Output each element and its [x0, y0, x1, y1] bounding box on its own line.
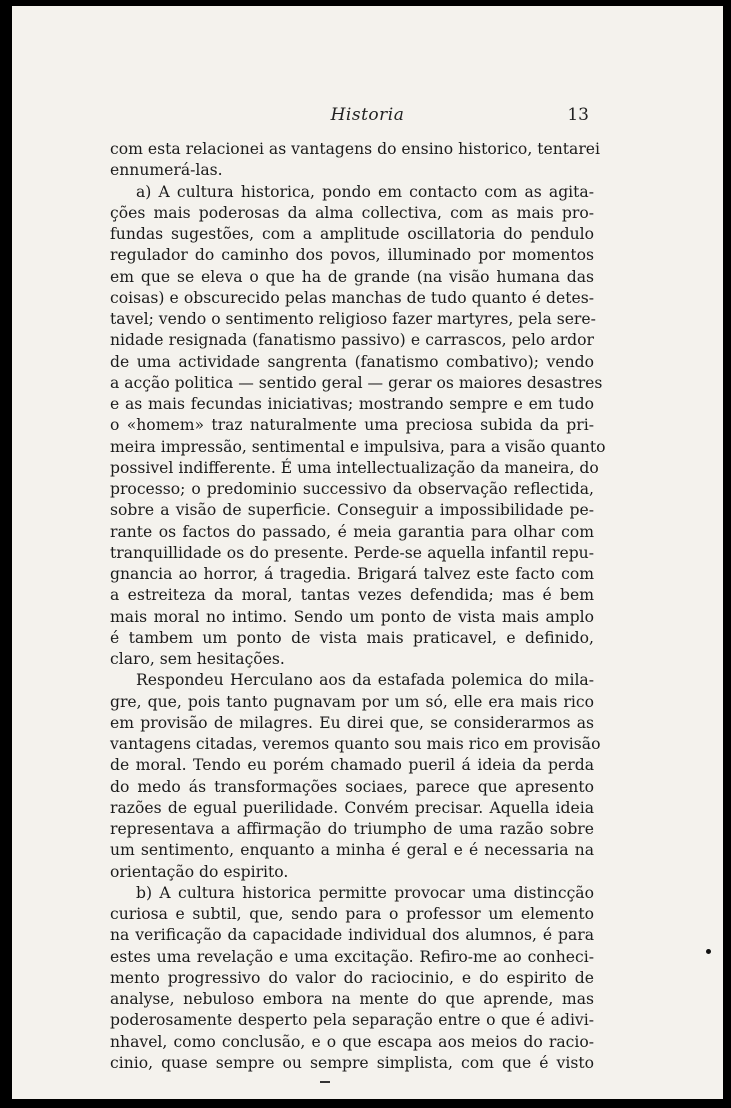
text-line: rante os factos do passado, é meia garantia para olhar com: [110, 522, 594, 541]
text-line: processo; o predominio successivo da observação reflectida,: [110, 480, 594, 498]
running-title: Historia: [330, 105, 405, 125]
page-header: [12, 105, 723, 129]
text-line: com esta relacionei as vantagens do ensino historico, tentarei: [110, 140, 601, 158]
text-line: tranquillidade os do presente. Perde-se aquella infantil repu-: [110, 543, 594, 562]
text-line: gre, que, pois tanto pugnavam por um só, elle era mais rico: [110, 692, 594, 711]
text-line: a acção politica — sentido geral — gerar os maiores desastres: [110, 373, 603, 392]
text-line: em provisão de milagres. Eu direi que, se considerarmos as: [110, 713, 594, 732]
text-line: analyse, nebuloso embora na mente do que aprende, mas: [110, 990, 594, 1008]
text-line: de moral. Tendo eu porém chamado pueril á ideia da perda: [110, 756, 594, 775]
book-page: [12, 6, 723, 1099]
text-line: vantagens citadas, veremos quanto sou mais rico em provisão: [110, 735, 601, 753]
text-line: em que se eleva o que ha de grande (na visão humana das: [110, 267, 594, 286]
text-line: curiosa e subtil, que, sendo para o professor um elemento: [110, 905, 594, 923]
text-line: gnancia ao horror, á tragedia. Brigará talvez este facto com: [110, 565, 594, 583]
body-text: [110, 139, 606, 1074]
text-line: representava a affirmação do triumpho de uma razão sobre: [110, 820, 594, 838]
text-line: poderosamente desperto pela separação entre o que é adivi-: [110, 1011, 594, 1030]
text-line: estes uma revelação e uma excitação. Refiro-me ao conheci-: [110, 947, 594, 966]
text-line: um sentimento, enquanto a minha é geral e é necessaria na: [110, 841, 594, 860]
text-line: ções mais poderosas da alma collectiva, com as mais pro-: [110, 203, 594, 222]
text-line: orientação do espirito.: [110, 862, 289, 881]
text-line: é tambem um ponto de vista mais praticavel, e definido,: [110, 628, 594, 647]
text-line: a) A cultura historica, pondo em contacto com as agita-: [136, 182, 594, 201]
text-line: fundas sugestões, com a amplitude oscillatoria do pendulo: [110, 225, 594, 243]
ink-speck: [706, 949, 711, 954]
text-line: regulador do caminho dos povos, illuminado por momentos: [110, 246, 594, 265]
ink-mark: [320, 1081, 330, 1083]
text-line: mento progressivo do valor do raciocinio, e do espirito de: [110, 968, 594, 987]
text-line: cinio, quase sempre ou sempre simplista, com que é visto: [110, 1053, 594, 1072]
text-line: nhavel, como conclusão, e o que escapa aos meios do racio-: [110, 1032, 594, 1051]
text-line: o «homem» traz naturalmente uma preciosa subida da pri-: [110, 416, 594, 435]
text-line: e as mais fecundas iniciativas; mostrando sempre e em tudo: [110, 395, 594, 413]
text-line: ennumerá-las.: [110, 161, 223, 180]
text-line: tavel; vendo o sentimento religioso fazer martyres, pela sere-: [110, 310, 596, 328]
text-line: de uma actividade sangrenta (fanatismo combativo); vendo: [110, 352, 594, 371]
text-line: meira impressão, sentimental e impulsiva, para a visão quanto: [110, 437, 606, 456]
text-line: coisas) e obscurecido pelas manchas de tudo quanto é detes-: [110, 288, 594, 307]
text-line: razões de egual puerilidade. Convém precisar. Aquella ideia: [110, 798, 594, 817]
text-line: a estreiteza da moral, tantas vezes defendida; mas é bem: [110, 586, 594, 605]
text-line: possivel indifferente. É uma intellectualização da maneira, do: [110, 458, 599, 477]
text-line: Respondeu Herculano aos da estafada polemica do mila-: [136, 671, 594, 690]
text-line: sobre a visão de superficie. Conseguir a impossibilidade pe-: [110, 501, 594, 520]
text-line: na verificação da capacidade individual dos alumnos, é para: [110, 926, 594, 945]
text-line: do medo ás transformações sociaes, parece que apresento: [110, 777, 594, 796]
text-line: b) A cultura historica permitte provocar uma distincção: [136, 883, 594, 902]
text-line: claro, sem hesitações.: [110, 650, 285, 668]
text-line: mais moral no intimo. Sendo um ponto de vista mais amplo: [110, 607, 594, 626]
text-line: nidade resignada (fanatismo passivo) e carrascos, pelo ardor: [110, 331, 594, 350]
page-number: 13: [567, 105, 589, 125]
